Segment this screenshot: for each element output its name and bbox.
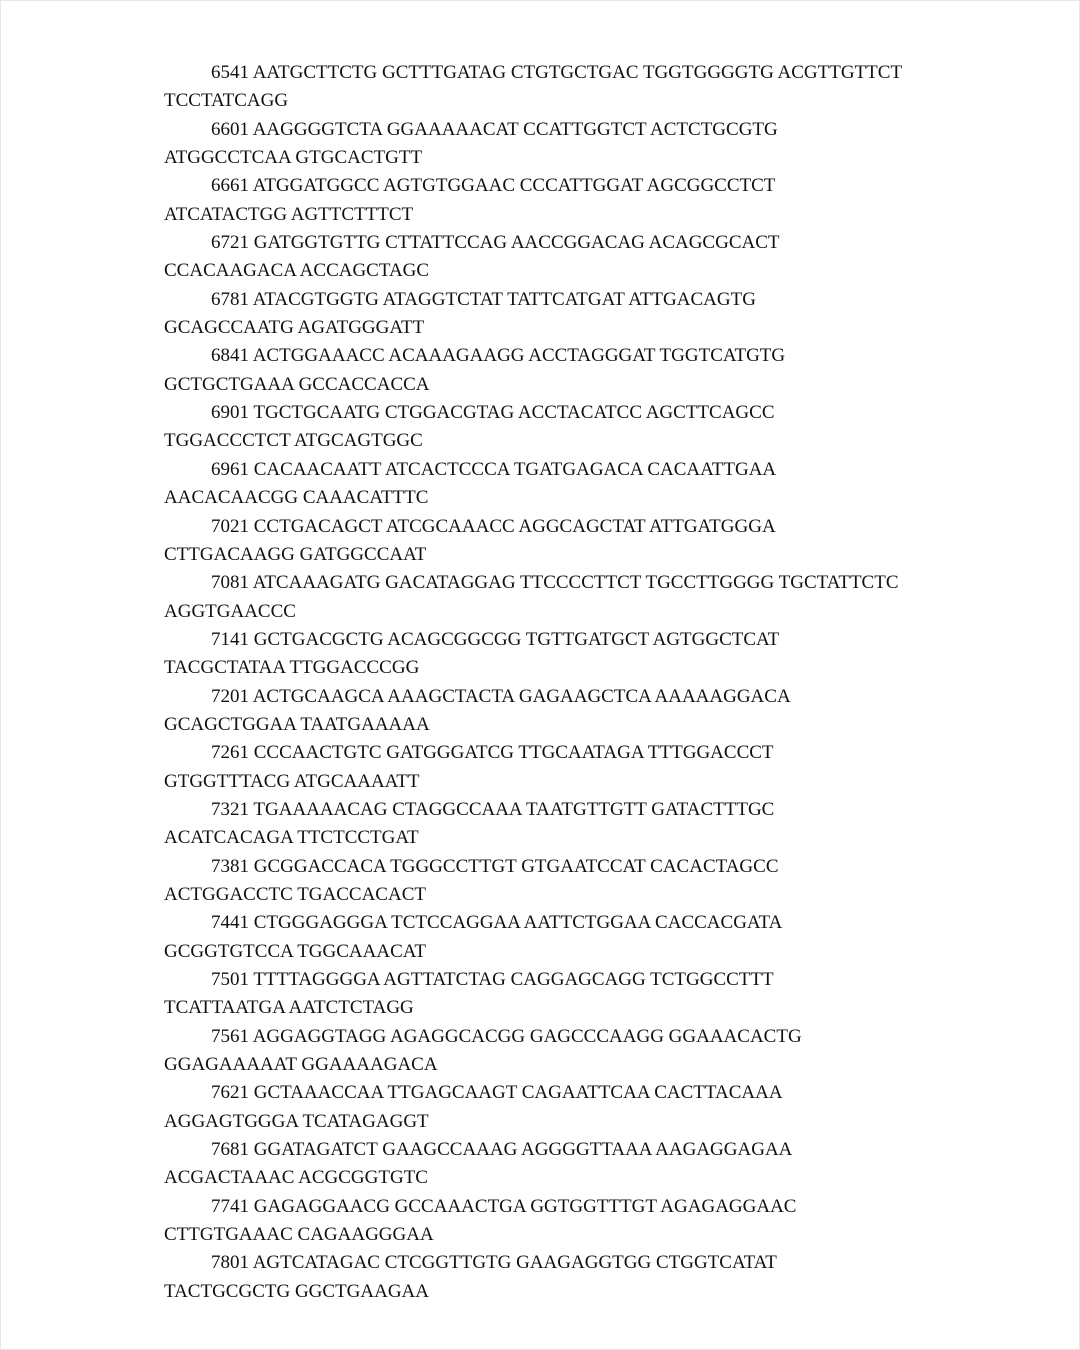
position-number: 7741 [211, 1195, 249, 1217]
sequence-text: GGATAGATCT GAAGCCAAAG AGGGGTTAAA AAGAGGAGAA [253, 1139, 793, 1161]
position-number: 6901 [211, 402, 249, 424]
sequence-block [164, 1193, 1044, 1250]
position-number: 6541 [211, 62, 249, 83]
sequence-line-continuation: CCACAAGACA ACCAGCTAGC [164, 260, 430, 282]
sequence-line-first [164, 853, 1044, 881]
sequence-line-continuation: ATGGCCTCAA GTGCACTGTT [164, 147, 423, 169]
sequence-line-continuation: TACTGCGCTG GGCTGAAGAA [164, 1280, 429, 1302]
sequence-block [164, 342, 1044, 399]
sequence-listing [164, 59, 1044, 1306]
sequence-line-continuation: CTTGACAAGG GATGGCCAAT [164, 543, 427, 565]
sequence-line-continuation: TCATTAATGA AATCTCTAGG [164, 997, 414, 1019]
sequence-text: GCTGACGCTG ACAGCGGCGG TGTTGATGCT AGTGGCTCAT [253, 628, 780, 650]
sequence-text: ATGGATGGCC AGTGTGGAAC CCCATTGGAT AGCGGCCTCT [252, 175, 776, 197]
sequence-line-first [164, 739, 1044, 767]
sequence-text: GAGAGGAACG GCCAAACTGA GGTGGTTTGT AGAGAGGAAC [253, 1195, 797, 1217]
sequence-block [164, 456, 1044, 513]
sequence-line-first [164, 513, 1044, 541]
sequence-text: AAGGGGTCTA GGAAAAACAT CCATTGGTCT ACTCTGCGTG [252, 118, 778, 140]
sequence-block [164, 513, 1044, 570]
sequence-line-continuation: TGGACCCTCT ATGCAGTGGC [164, 430, 423, 452]
position-number: 6781 [211, 288, 249, 310]
position-number: 7561 [211, 1025, 249, 1047]
sequence-text: CCCAACTGTC GATGGGATCG TTGCAATAGA TTTGGACCCT [253, 742, 774, 764]
sequence-block [164, 1079, 1044, 1136]
sequence-block [164, 116, 1044, 173]
sequence-block [164, 966, 1044, 1023]
sequence-text: CCTGACAGCT ATCGCAAACC AGGCAGCTAT ATTGATGGGA [253, 515, 776, 537]
sequence-text: TGAAAAACAG CTAGGCCAAA TAATGTTGTT GATACTTTGC [253, 798, 775, 820]
sequence-text: CTGGGAGGGA TCTCCAGGAA AATTCTGGAA CACCACGATA [253, 912, 783, 934]
sequence-block [164, 172, 1044, 229]
position-number: 7201 [211, 685, 249, 707]
sequence-text: GCGGACCACA TGGGCCTTGT GTGAATCCAT CACACTAGCC [253, 855, 779, 877]
position-number: 7081 [211, 572, 249, 594]
sequence-line-continuation: ACGACTAAAC ACGCGGTGTC [164, 1167, 428, 1189]
sequence-block [164, 1136, 1044, 1193]
sequence-block [164, 683, 1044, 740]
sequence-block [164, 796, 1044, 853]
position-number: 7621 [211, 1082, 249, 1104]
sequence-line-first [164, 1023, 1044, 1051]
sequence-line-continuation: ACTGGACCTC TGACCACACT [164, 883, 426, 905]
sequence-text: TTTTAGGGGA AGTTATCTAG CAGGAGCAGG TCTGGCCTTT [253, 969, 774, 990]
position-number: 7321 [211, 798, 249, 820]
sequence-text: ATCAAAGATG GACATAGGAG TTCCCCTTCT TGCCTTGGGG TGCTATTCTC [252, 572, 899, 594]
sequence-line-first [164, 172, 1044, 200]
sequence-line-first [164, 342, 1044, 370]
sequence-line-first [164, 626, 1044, 654]
sequence-line-first [164, 909, 1044, 937]
sequence-text: AATGCTTCTG GCTTTGATAG CTGTGCTGAC TGGTGGGGTG ACGTTGTTCT [252, 62, 903, 83]
sequence-line-first [164, 456, 1044, 484]
sequence-text: ATACGTGGTG ATAGGTCTAT TATTCATGAT ATTGACAGTG [252, 288, 756, 310]
sequence-block [164, 229, 1044, 286]
sequence-block [164, 909, 1044, 966]
position-number: 7441 [211, 912, 249, 934]
position-number: 6601 [211, 118, 249, 140]
sequence-line-first [164, 116, 1044, 144]
sequence-block [164, 286, 1044, 343]
position-number: 6961 [211, 458, 249, 480]
position-number: 7381 [211, 855, 249, 877]
sequence-line-continuation: CTTGTGAAAC CAGAAGGGAA [164, 1224, 434, 1246]
sequence-block [164, 1249, 1044, 1306]
position-number: 7021 [211, 515, 249, 537]
sequence-line-first [164, 229, 1044, 257]
sequence-block [164, 739, 1044, 796]
sequence-line-first [164, 966, 1044, 994]
sequence-line-first [164, 683, 1044, 711]
position-number: 7801 [211, 1252, 249, 1274]
sequence-line-continuation: ACATCACAGA TTCTCCTGAT [164, 827, 419, 849]
sequence-block [164, 569, 1044, 626]
sequence-line-continuation: TCCTATCAGG [164, 90, 289, 112]
sequence-line-first [164, 286, 1044, 314]
sequence-block [164, 59, 1044, 116]
sequence-text: ACTGCAAGCA AAAGCTACTA GAGAAGCTCA AAAAAGGACA [252, 685, 791, 707]
sequence-line-continuation: AACACAACGG CAAACATTTC [164, 487, 429, 509]
sequence-line-continuation: AGGTGAACCC [164, 600, 296, 622]
sequence-line-first [164, 1249, 1044, 1277]
position-number: 7501 [211, 969, 249, 990]
sequence-block [164, 626, 1044, 683]
sequence-line-continuation: GTGGTTTACG ATGCAAAATT [164, 770, 420, 792]
sequence-line-continuation: GCAGCTGGAA TAATGAAAAA [164, 713, 430, 735]
sequence-line-first [164, 59, 1044, 87]
sequence-line-first [164, 1079, 1044, 1107]
sequence-line-first [164, 399, 1044, 427]
sequence-line-continuation: TACGCTATAA TTGGACCCGG [164, 657, 420, 679]
sequence-line-first [164, 1136, 1044, 1164]
sequence-line-first [164, 796, 1044, 824]
sequence-block [164, 399, 1044, 456]
sequence-text: AGTCATAGAC CTCGGTTGTG GAAGAGGTGG CTGGTCATAT [252, 1252, 777, 1274]
sequence-text: AGGAGGTAGG AGAGGCACGG GAGCCCAAGG GGAAACACTG [252, 1025, 802, 1047]
sequence-line-continuation: ATCATACTGG AGTTCTTTCT [164, 203, 414, 225]
position-number: 6661 [211, 175, 249, 197]
sequence-text: ACTGGAAACC ACAAAGAAGG ACCTAGGGAT TGGTCATGTG [252, 345, 786, 367]
position-number: 6721 [211, 232, 249, 254]
sequence-text: GCTAAACCAA TTGAGCAAGT CAGAATTCAA CACTTACAAA [253, 1082, 783, 1104]
position-number: 7141 [211, 628, 249, 650]
sequence-text: GATGGTGTTG CTTATTCCAG AACCGGACAG ACAGCGCACT [253, 232, 780, 254]
position-number: 6841 [211, 345, 249, 367]
sequence-line-continuation: GGAGAAAAAT GGAAAAGACA [164, 1054, 438, 1076]
sequence-line-continuation: GCTGCTGAAA GCCACCACCA [164, 373, 430, 395]
sequence-line-continuation: GCGGTGTCCA TGGCAAACAT [164, 940, 426, 962]
sequence-block [164, 1023, 1044, 1080]
sequence-block [164, 853, 1044, 910]
sequence-line-continuation: AGGAGTGGGA TCATAGAGGT [164, 1110, 429, 1132]
position-number: 7681 [211, 1139, 249, 1161]
sequence-line-continuation: GCAGCCAATG AGATGGGATT [164, 317, 425, 339]
sequence-text: TGCTGCAATG CTGGACGTAG ACCTACATCC AGCTTCAGCC [253, 402, 775, 424]
sequence-line-first [164, 1193, 1044, 1221]
sequence-text: CACAACAATT ATCACTCCCA TGATGAGACA CACAATTGAA [253, 458, 777, 480]
position-number: 7261 [211, 742, 249, 764]
sequence-line-first [164, 569, 1044, 597]
